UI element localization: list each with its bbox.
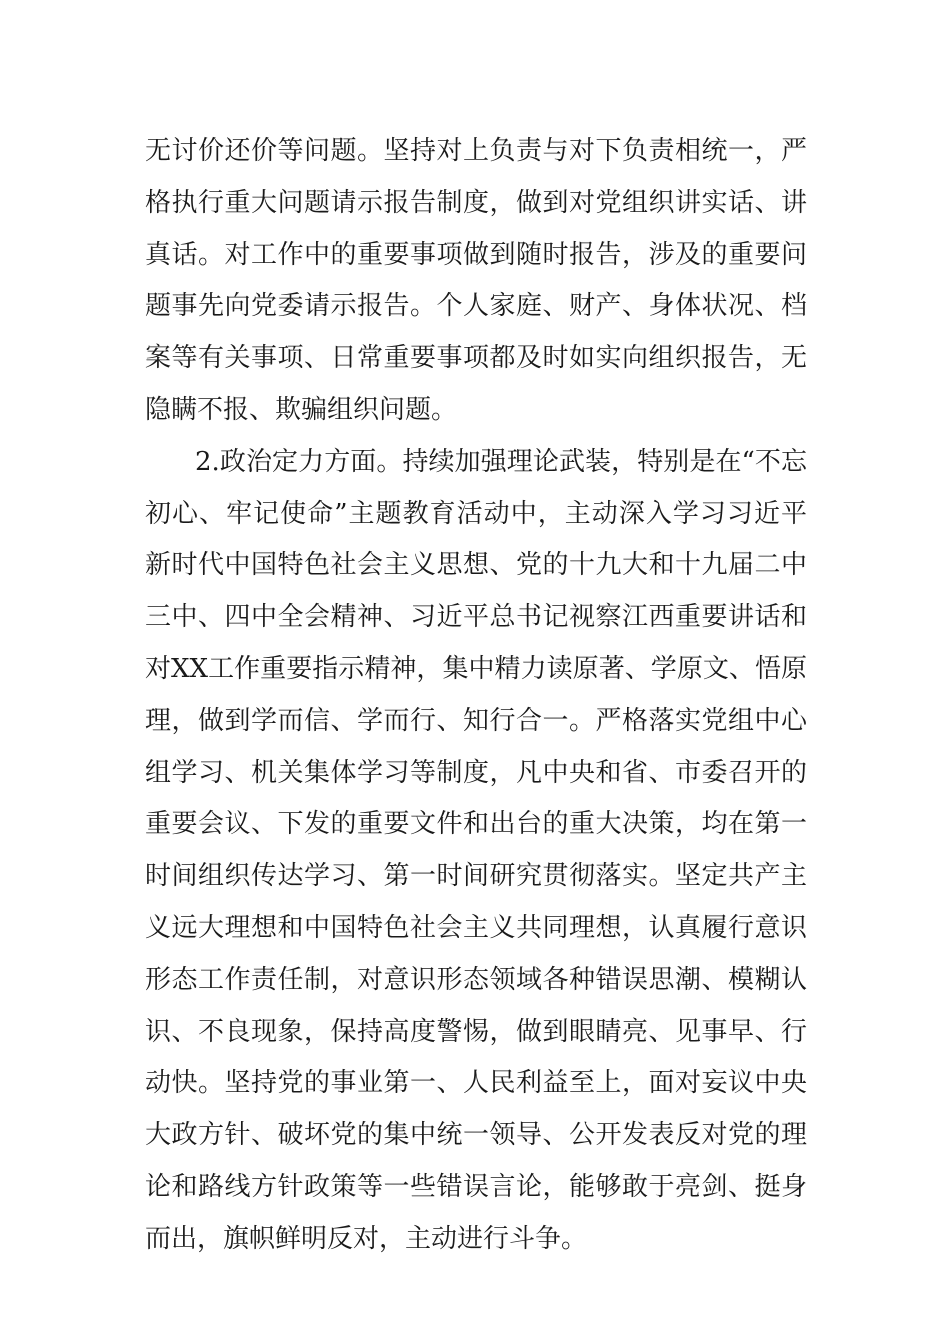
text-line: 重要会议、下发的重要文件和出台的重大决策，均在第一 xyxy=(145,809,807,840)
text-line: 2.政治定力方面。持续加强理论武装，特别是在“不忘 xyxy=(195,446,807,477)
paragraph-2 xyxy=(145,437,807,1266)
document-body xyxy=(145,126,807,1266)
text-line: 无讨价还价等问题。坚持对上负责与对下负责相统一，严 xyxy=(145,136,807,166)
text-line: 案等有关事项、日常重要事项都及时如实向组织报告，无 xyxy=(145,343,807,374)
text-line: 形态工作责任制，对意识形态领域各种错误思潮、模糊认 xyxy=(145,964,807,995)
text-line: 识、不良现象，保持高度警惕，做到眼睛亮、见事早、行 xyxy=(145,1016,807,1047)
text-line: 动快。坚持党的事业第一、人民利益至上，面对妄议中央 xyxy=(145,1068,807,1099)
text-line: 大政方针、破坏党的集中统一领导、公开发表反对党的理 xyxy=(145,1120,807,1151)
text-line: 格执行重大问题请示报告制度，做到对党组织讲实话、讲 xyxy=(145,187,807,218)
text-line: 而出，旗帜鲜明反对，主动进行斗争。 xyxy=(145,1223,588,1254)
text-line: 时间组织传达学习、第一时间研究贯彻落实。坚定共产主 xyxy=(145,861,807,892)
text-line: 隐瞒不报、欺骗组织问题。 xyxy=(145,394,458,425)
text-line: 论和路线方针政策等一些错误言论，能够敢于亮剑、挺身 xyxy=(145,1171,807,1202)
text-line: 义远大理想和中国特色社会主义共同理想，认真履行意识 xyxy=(145,912,807,943)
text-line: 题事先向党委请示报告。个人家庭、财产、身体状况、档 xyxy=(145,291,807,322)
text-line: 真话。对工作中的重要事项做到随时报告，涉及的重要问 xyxy=(145,239,807,270)
text-line: 理，做到学而信、学而行、知行合一。严格落实党组中心 xyxy=(145,705,807,736)
paragraph-1 xyxy=(145,126,807,437)
text-line: 对XX工作重要指示精神，集中精力读原著、学原文、悟原 xyxy=(145,653,807,684)
text-line: 初心、牢记使命”主题教育活动中，主动深入学习习近平 xyxy=(145,498,807,529)
text-line: 新时代中国特色社会主义思想、党的十九大和十九届二中 xyxy=(145,550,807,581)
text-line: 组学习、机关集体学习等制度，凡中央和省、市委召开的 xyxy=(145,757,807,788)
text-line: 三中、四中全会精神、习近平总书记视察江西重要讲话和 xyxy=(145,602,807,633)
